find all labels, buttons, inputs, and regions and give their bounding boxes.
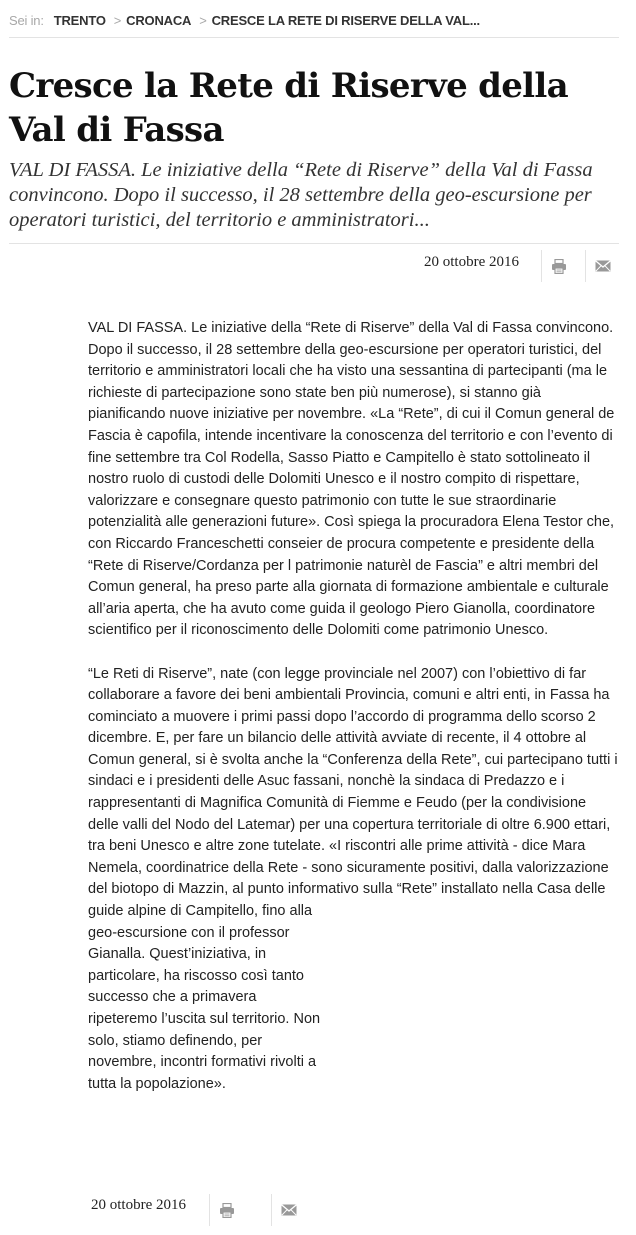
breadcrumb-separator-icon: >: [199, 13, 207, 28]
article-date-bottom: 20 ottobre 2016: [91, 1197, 186, 1213]
breadcrumb-prefix: Sei in:: [9, 13, 44, 28]
breadcrumb-item-cronaca[interactable]: CRONACA: [126, 13, 192, 28]
article-paragraph: “Le Reti di Riserve”, nate (con legge provinciale nel 2007) con l’obiettivo di far collaborare a favore dei beni ambientali Provincia, comuni e altri enti, in Fassa ha cominciato a muovere i primi passi dopo l’accordo di programma dello scorso 2 dicembre. E, per fare un bilancio delle attività avviate di recente, il 4 ottobre al Comun general, si è svolta anche la “Conferenza della Rete”, cui partecipano tutti i sindaci e i presidenti delle Asuc fassani, nonchè la sindaca di Predazzo e i rappresentanti di Magnifica Comunità di Fiemme e Feudo (per la condivisione delle valli del Nodo del Latemar) per una copertura territoriale di oltre 6.900 ettari, tra beni Unesco e altre zone tutelate. «I riscontri alle prime attività - dice Mara Nemela, coordinatrice della Rete - sono sicuramente positivi, dalla valorizzazione del biotopo di Mazzin, al punto informativo sulla “Rete” installato nella Casa delle: [88, 665, 618, 898]
breadcrumb: [9, 13, 619, 38]
breadcrumb-separator-icon: >: [113, 13, 122, 28]
breadcrumb-item-current[interactable]: CRESCE LA RETE DI RISERVE DELLA VAL...: [211, 13, 480, 28]
breadcrumb-item-trento[interactable]: TRENTO: [53, 13, 106, 28]
article-body: [88, 318, 636, 1117]
email-button[interactable]: [585, 250, 620, 282]
printer-icon: [551, 259, 567, 274]
article-paragraph: VAL DI FASSA. Le iniziative della “Rete di Riserve” della Val di Fassa convincono. Dopo il successo, il 28 settembre della geo-escursione per operatori turistici, del territorio e amministratori locali che ha visto una sessantina di partecipanti (ma le richieste di partecipazione sono state ben più numerose), si stanno già pianificando nuove iniziative per novembre. «La “Rete”, di cui il Comun general de Fascia è capofila, intende incentivare la conoscenza del territorio e con l’evento di fine settembre tra Col Rodella, Sasso Piatto e Campitello è stato sottolineato il nostro ruolo di custodi delle Dolomiti Unesco e il nostro compito di rispettare, valorizzare e consegnare questo patrimonio con tutte le sue straordinarie potenzialità alle generazioni future». Così spiega la procuradora Elena Testor che, con Riccardo Franceschetti conseier de procura competente e presidente della “Rete di Riserve/Cordanza per l patrimonie naturèl de Fascia” e altri membri del Comun general, ha preso parte alla giornata di formazione ambientale e culturale all’aria aperta, che ha avuto come guida il geologo Piero Gianolla, coordinatore scientifico per il riconoscimento delle Dolomiti come patrimonio Unesco.: [88, 320, 615, 639]
printer-icon: [219, 1203, 235, 1218]
print-button[interactable]: [541, 250, 576, 282]
article-title: Cresce la Rete di Riserve della Val di Fassa: [9, 66, 568, 150]
envelope-icon: [595, 260, 611, 272]
article-meta-bottom: [88, 1190, 348, 1230]
article-paragraph-continued: guide alpine di Campitello, fino alla geo-escursione con il professor Gianalla. Quest’iniziativa, in particolare, ha riscosso così tanto successo che a primavera ripeteremo l’uscita sul territorio. Non solo, stiamo definendo, per novembre, incontri formativi rivolti a tutta la popolazione».: [88, 903, 321, 1092]
article-date: 20 ottobre 2016: [424, 254, 519, 270]
envelope-icon: [281, 1204, 297, 1216]
email-button-bottom[interactable]: [271, 1194, 306, 1226]
article-meta-top: [9, 243, 619, 284]
article-summary: VAL DI FASSA. Le iniziative della “Rete di Riserve” della Val di Fassa convincono. Dopo il successo, il 28 settembre della geo-escursione per operatori turistici, del territorio e amministratori...: [9, 159, 593, 231]
print-button-bottom[interactable]: [209, 1194, 244, 1226]
